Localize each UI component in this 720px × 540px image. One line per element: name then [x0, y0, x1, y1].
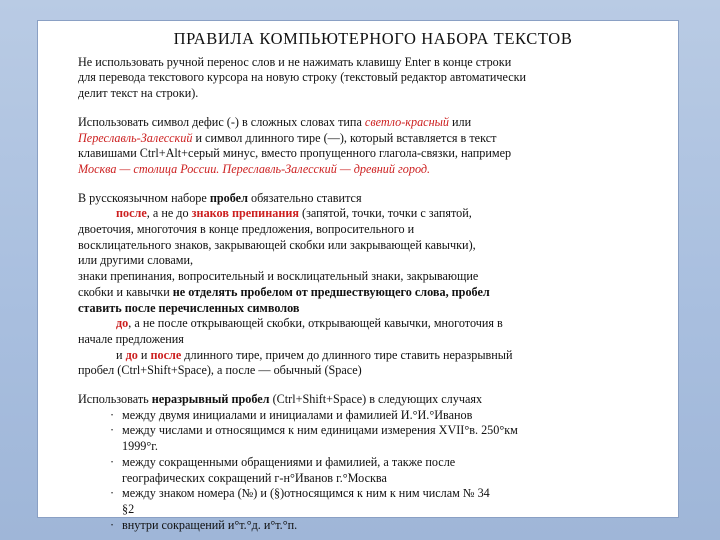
para-3-line-5: или другими словами,	[78, 253, 194, 268]
page-title: ПРАВИЛА КОМПЬЮТЕРНОГО НАБОРА ТЕКСТОВ	[173, 29, 573, 48]
list-item: · между знаком номера (№) и (§)относящимся к ним к ним числам № 34	[78, 486, 668, 502]
para-3-line-9: до, а не после открывающей скобки, открывающей кавычки, многоточия в	[116, 316, 503, 331]
list-item: географических сокращений г-н°Иванов г.°Москва	[122, 470, 387, 485]
list-item: · между сокращенными обращениями и фамилией, а также после	[78, 455, 668, 471]
para-4-line-1: Использовать неразрывный пробел (Ctrl+Shift+Space) в следующих случаях	[78, 392, 483, 407]
para-1-line-2: для перевода текстового курсора на новую строку (текстовый редактор автоматически	[78, 70, 527, 85]
list-item: 1999°г.	[122, 439, 158, 454]
para-3-line-8: ставить после перечисленных символов	[78, 300, 300, 315]
para-3-line-7: скобки и кавычки не отделять пробелом от предшествующего слова, пробел	[78, 284, 490, 299]
example-hyphen-1: светло-красный	[364, 114, 449, 129]
para-2-line-4: Москва — столица России. Переславль-Залесский — древний город.	[78, 161, 431, 176]
para-3-line-3: двоеточия, многоточия в конце предложения, вопросительного и	[78, 222, 415, 237]
para-2-line-3: клавишами Ctrl+Alt+серый минус, вместо пропущенного глагола-связки, например	[78, 146, 512, 161]
para-3-line-12: пробел (Ctrl+Shift+Space), а после — обычный (Space)	[78, 363, 362, 378]
para-2-line-1: Использовать символ дефис (-) в сложных словах типа светло-красный или	[78, 114, 472, 129]
list-item: · внутри сокращений и°т.°д. и°т.°п.	[78, 518, 668, 534]
para-3-line-4: восклицательного знаков, закрывающей скобки или закрывающей кавычки),	[78, 237, 476, 252]
para-3-line-1: В русскоязычном наборе пробел обязательно ставится	[78, 190, 362, 205]
list-item: §2	[122, 501, 135, 516]
slide-page	[37, 20, 679, 532]
list-item: · между числами и относящимся к ним единицами измерения XVII°в. 250°км	[78, 423, 668, 439]
para-3-line-10: начале предложения	[78, 331, 184, 346]
para-2-line-2: Переславль-Залесский и символ длинного тире (—), который вставляется в текст	[78, 130, 497, 145]
para-3-line-11: и до и после длинного тире, причем до длинного тире ставить неразрывный	[116, 347, 513, 362]
para-3-line-2: после, а не до знаков препинания (запятой, точки, точки с запятой,	[116, 206, 472, 221]
para-1-line-3: делит текст на строки).	[78, 86, 199, 101]
list-item: · между двумя инициалами и инициалами и фамилией И.°И.°Иванов	[78, 408, 668, 424]
para-3-line-6: знаки препинания, вопросительный и восклицательный знаки, закрывающие	[78, 269, 479, 284]
para-1-line-1: Не использовать ручной перенос слов и не нажимать клавишу Enter в конце строки	[78, 54, 512, 69]
example-hyphen-2: Переславль-Залесский	[78, 130, 193, 145]
